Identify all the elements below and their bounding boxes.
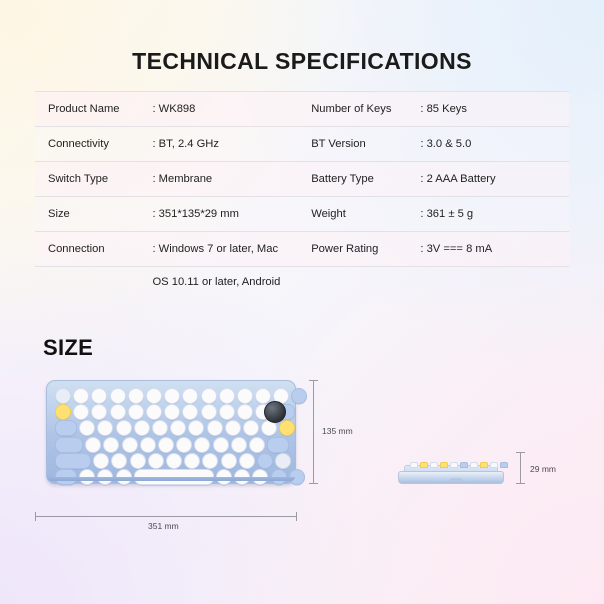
width-dimension-line [35,516,297,517]
brand-logo-icon [450,478,462,482]
spec-label: Power Rating [311,232,420,267]
keyboard-row [55,437,287,451]
spec-label: Connectivity [35,127,152,162]
spec-label: Connection [35,232,152,267]
spec-label: Switch Type [35,162,152,197]
technical-specifications-table [35,91,569,297]
height-dimension-label: 135 mm [322,426,353,436]
spec-value: : 3V === 8 mA [420,232,569,267]
thickness-dimension-label: 29 mm [530,464,556,474]
keyboard-row [55,388,287,402]
spec-label: Number of Keys [311,92,420,127]
spec-label: Size [35,197,152,232]
volume-knob-icon [264,401,286,423]
page-title: TECHNICAL SPECIFICATIONS [132,48,472,74]
height-dimension-line [313,380,314,484]
size-section-heading: SIZE [43,335,94,360]
table-row [35,127,569,162]
spec-value: : Windows 7 or later, Mac [152,232,311,267]
thickness-dimension-line [520,452,521,484]
keyboard-base-edge [47,477,295,481]
spec-label: Product Name [35,92,152,127]
spec-label: BT Version [311,127,420,162]
spec-value: : 85 Keys [420,92,569,127]
table-row-continuation [35,267,569,298]
spec-value: : 3.0 & 5.0 [420,127,569,162]
spec-value: : WK898 [152,92,311,127]
spec-label: Battery Type [311,162,420,197]
table-row [35,92,569,127]
keyboard-side-view-illustration [398,452,502,484]
spec-label: Weight [311,197,420,232]
keyboard-body [46,380,296,484]
connection-continued-value: OS 10.11 or later, Android [152,276,281,288]
keyboard-top-view-illustration [46,380,296,484]
spec-value: : 361 ± 5 g [420,197,569,232]
table-row [35,232,569,267]
keyboard-row [55,420,287,434]
spec-value: : 2 AAA Battery [420,162,569,197]
keyboard-keys [55,388,287,475]
keyboard-row [55,404,287,418]
table-row [35,197,569,232]
width-dimension-label: 351 mm [148,521,179,531]
keyboard-side-keys [410,462,508,468]
spec-value: : Membrane [152,162,311,197]
spec-value: : 351*135*29 mm [152,197,311,232]
table-row [35,162,569,197]
spec-value: : BT, 2.4 GHz [152,127,311,162]
keyboard-row [55,453,287,467]
